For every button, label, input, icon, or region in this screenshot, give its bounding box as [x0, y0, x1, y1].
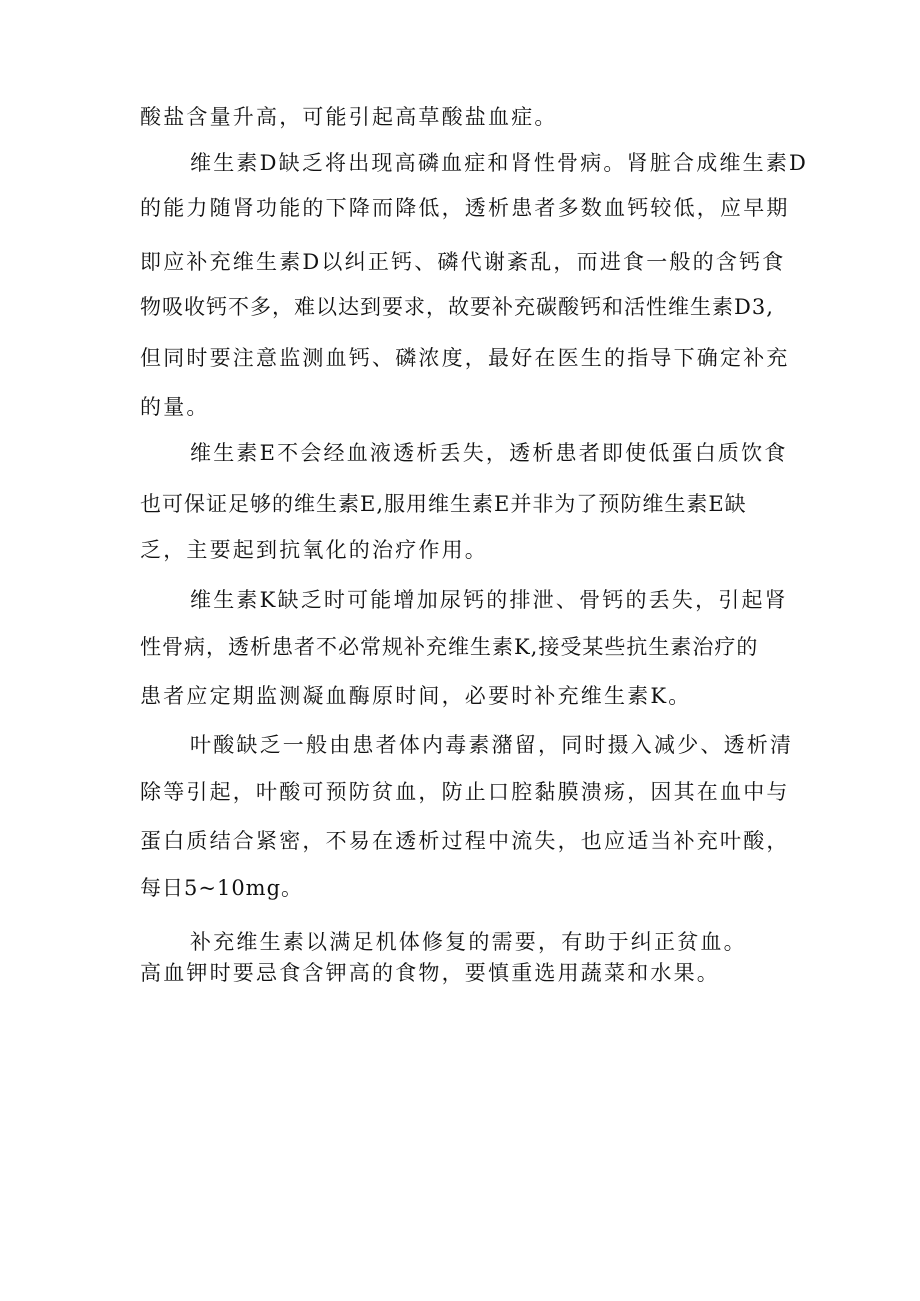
paragraph-line: 维生素D缺乏将出现高磷血症和肾性骨病。肾脏合成维生素D — [190, 151, 809, 175]
paragraph-line: 每日5~10mg。 — [140, 876, 304, 900]
paragraph-line: 也可保证足够的维生素E,服用维生素E并非为了预防维生素E缺 — [140, 492, 747, 516]
paragraph-line: 性骨病，透析患者不必常规补充维生素K,接受某些抗生素治疗的 — [140, 635, 759, 659]
paragraph-line: 维生素K缺乏时可能增加尿钙的排泄、骨钙的丢失，引起肾 — [190, 588, 788, 612]
paragraph-line: 即应补充维生素D以纠正钙、磷代谢紊乱，而进食一般的含钙食 — [140, 250, 786, 274]
paragraph-line: 患者应定期监测凝血酶原时间，必要时补充维生素K。 — [140, 684, 692, 708]
paragraph-line: 物吸收钙不多，难以达到要求，故要补充碳酸钙和活性维生素D3, — [140, 295, 774, 319]
paragraph-line: 酸盐含量升高，可能引起高草酸盐血症。 — [140, 105, 558, 129]
paragraph-line: 的量。 — [140, 395, 210, 419]
paragraph-line: 蛋白质结合紧密，不易在透析过程中流失，也应适当补充叶酸， — [140, 829, 790, 853]
paragraph-line: 但同时要注意监测血钙、磷浓度，最好在医生的指导下确定补充 — [140, 346, 790, 370]
paragraph-line: 高血钾时要忌食含钾高的食物，要慎重选用蔬菜和水果。 — [140, 961, 720, 985]
paragraph-line: 维生素E不会经血液透析丢失，透析患者即使低蛋白质饮食 — [190, 441, 788, 465]
paragraph-line: 的能力随肾功能的下降而降低，透析患者多数血钙较低，应早期 — [140, 196, 790, 220]
paragraph-line: 除等引起，叶酸可预防贫血，防止口腔黏膜溃疡，因其在血中与 — [140, 780, 790, 804]
paragraph-line: 乏，主要起到抗氧化的治疗作用。 — [140, 538, 488, 562]
paragraph-line: 补充维生素以满足机体修复的需要，有助于纠正贫血。 — [190, 930, 747, 954]
paragraph-line: 叶酸缺乏一般由患者体内毒素潴留，同时摄入减少、透析清 — [190, 733, 794, 757]
